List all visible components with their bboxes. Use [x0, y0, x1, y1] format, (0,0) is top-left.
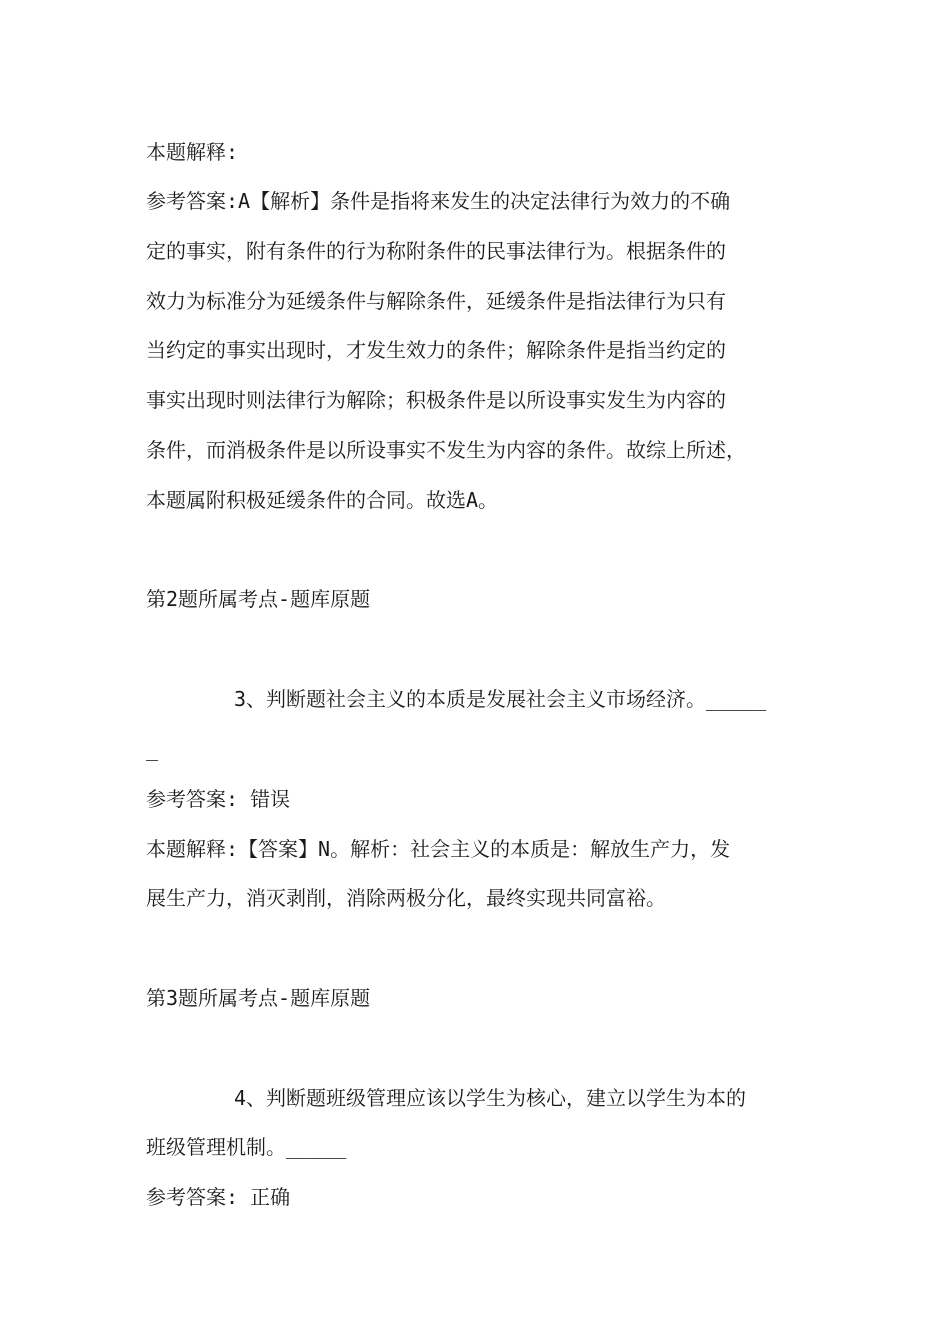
answer-line-6: 条件，而消极条件是以所设事实不发生为内容的条件。故综上所述， [146, 438, 746, 462]
q4-answer: 参考答案: 正确 [146, 1185, 291, 1209]
q2-source: 第2题所属考点-题库原题 [146, 587, 371, 611]
answer-line-4: 当约定的事实出现时，才发生效力的条件；解除条件是指当约定的 [146, 338, 726, 362]
q3-explanation-line-2: 展生产力，消灭剥削，消除两极分化，最终实现共同富裕。 [146, 886, 666, 910]
q4-question-line-2: 班级管理机制。_____ [146, 1135, 347, 1159]
answer-line-2: 定的事实，附有条件的行为称附条件的民事法律行为。根据条件的 [146, 239, 726, 263]
q3-source: 第3题所属考点-题库原题 [146, 986, 371, 1010]
q3-question-line-1: 3、判断题社会主义的本质是发展社会主义市场经济。_____ [234, 687, 767, 711]
answer-line-7: 本题属附积极延缓条件的合同。故选A。 [146, 488, 499, 512]
q4-question-line-1: 4、判断题班级管理应该以学生为核心，建立以学生为本的 [234, 1086, 747, 1110]
q3-explanation-line-1: 本题解释:【答案】N。解析：社会主义的本质是：解放生产力，发 [146, 837, 731, 861]
answer-line-5: 事实出现时则法律行为解除；积极条件是以所设事实发生为内容的 [146, 388, 726, 412]
answer-line-3: 效力为标准分为延缓条件与解除条件，延缓条件是指法律行为只有 [146, 289, 726, 313]
answer-line-1: 参考答案:A【解析】条件是指将来发生的决定法律行为效力的不确 [146, 189, 731, 213]
explanation-header: 本题解释: [146, 140, 239, 164]
q3-answer: 参考答案: 错误 [146, 787, 291, 811]
q3-question-line-2: _ [146, 737, 159, 761]
